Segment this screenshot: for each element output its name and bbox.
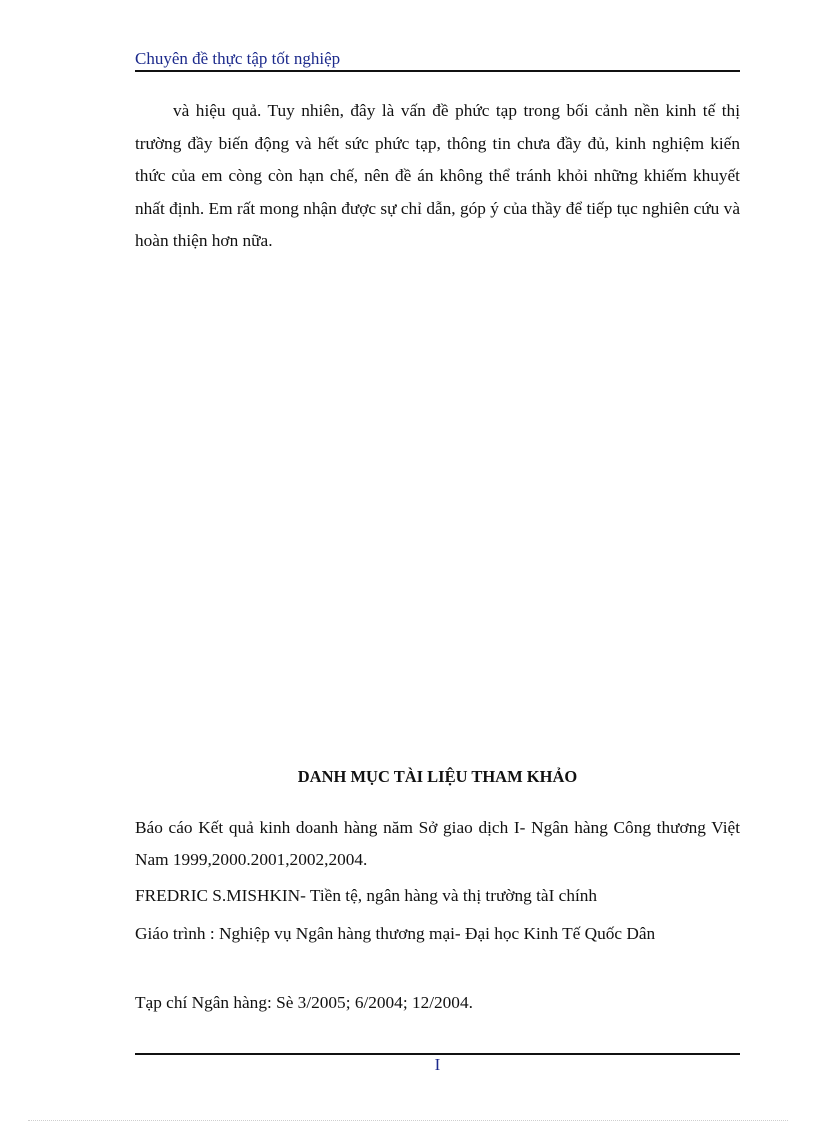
reference-item: FREDRIC S.MISHKIN- Tiền tệ, ngân hàng và thị trường tàI chính [135,886,598,905]
reference-item: Giáo trình : Nghiệp vụ Ngân hàng thương mại- Đại học Kinh Tế Quốc Dân [135,924,656,943]
page-number: I [434,1055,441,1074]
reference-item: Tạp chí Ngân hàng: Sè 3/2005; 6/2004; 12/2004. [135,993,473,1012]
reference-item: Báo cáo Kết quả kinh doanh hàng năm Sở giao dịch I- Ngân hàng Công thương Việt Nam 1999,2000.2001,2002,2004. [135,818,740,869]
header-title: Chuyên đề thực tập tốt nghiệp [135,49,341,68]
body-paragraph [135,95,740,258]
page-header [135,49,740,72]
references-title: DANH MỤC TÀI LIỆU THAM KHẢO [297,767,578,786]
page-edge-divider [28,1120,788,1121]
body-paragraph-text: và hiệu quả. Tuy nhiên, đây là vấn đề phức tạp trong bối cảnh nền kinh tế thị trường đầy biến động và hết sức phức tạp, thông tin chưa đầy đủ, kinh nghiệm kiến thức của em còng còn hạn chế, nên đề án không thể tránh khỏi những khiếm khuyết nhất định. Em rất mong nhận được sự chỉ dẫn, góp ý của thầy để tiếp tục nghiên cứu và hoàn thiện hơn nữa. [135,101,740,250]
